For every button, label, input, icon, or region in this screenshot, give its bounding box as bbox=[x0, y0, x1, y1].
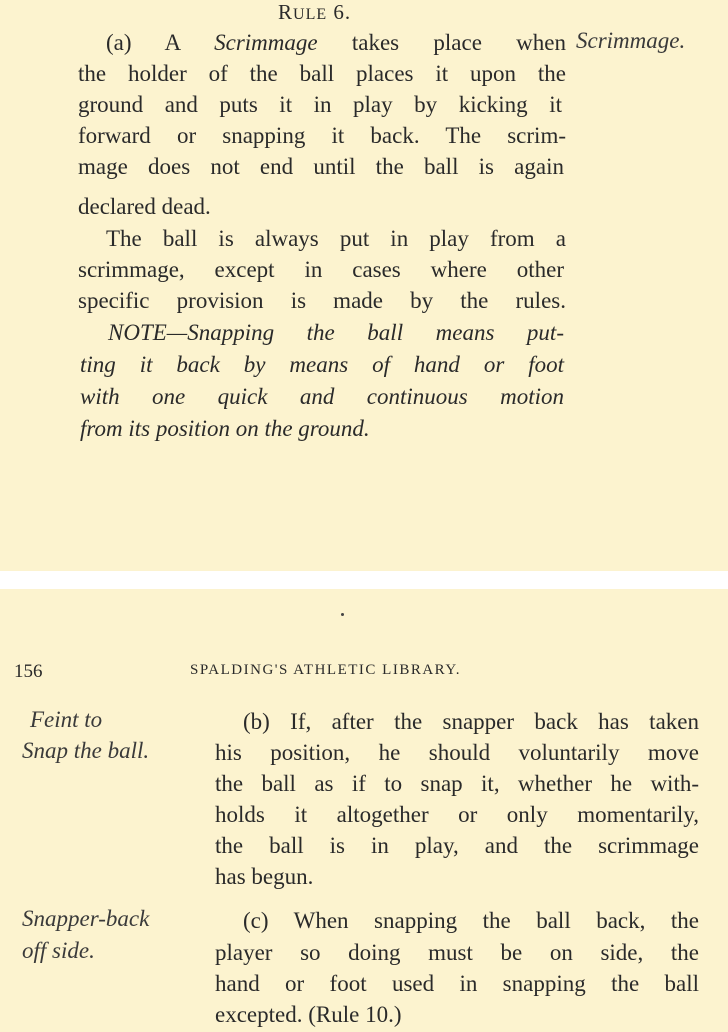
para-c-line-2: player so doing must be on side, the bbox=[215, 940, 699, 965]
rule-heading-smallcaps: ULE bbox=[293, 6, 328, 23]
page-number: 156 bbox=[14, 661, 43, 682]
rule-heading bbox=[278, 0, 351, 25]
margin-note-scrimmage: Scrimmage. bbox=[576, 28, 686, 53]
running-head: SPALDING'S ATHLETIC LIBRARY. bbox=[190, 662, 461, 678]
margin-note-snapper-2: off side. bbox=[22, 938, 95, 963]
para-a-line-1: (a) A Scrimmage takes place when bbox=[106, 30, 566, 55]
note-line-1: NOTE—Snapping the ball means put- bbox=[108, 320, 564, 345]
page-gap bbox=[0, 571, 728, 589]
para-2-line-2: scrimmage, except in cases where other bbox=[78, 257, 564, 282]
margin-note-snapper-1: Snapper-back bbox=[22, 906, 150, 931]
para-b-line-1: (b) If, after the snapper back has taken bbox=[243, 709, 699, 734]
para-a-line-5: mage does not end until the ball is again bbox=[78, 154, 564, 179]
para-a-line-6: declared dead. bbox=[78, 194, 211, 219]
book-page-bottom bbox=[0, 589, 728, 1032]
margin-note-feint-1: Feint to bbox=[30, 707, 103, 732]
para-c-line-1: (c) When snapping the ball back, the bbox=[243, 908, 699, 933]
para-b-line-3: the ball as if to snap it, whether he with- bbox=[215, 771, 699, 796]
margin-note-feint-2: Snap the ball. bbox=[22, 738, 150, 763]
para-2-line-3: specific provision is made by the rules. bbox=[78, 288, 566, 313]
rule-number: 6. bbox=[333, 0, 352, 24]
para-c-line-4: excepted. (Rule 10.) bbox=[215, 1002, 402, 1027]
para-a-line-3: ground and puts it in play by kicking it bbox=[78, 92, 562, 117]
note-line-3: with one quick and continuous motion bbox=[80, 384, 564, 409]
para-2-line-1: The ball is always put in play from a bbox=[106, 226, 566, 251]
note-line-2: ting it back by means of hand or foot bbox=[80, 352, 564, 377]
para-b-line-6: has begun. bbox=[215, 864, 314, 889]
para-b-line-5: the ball is in play, and the scrimmage bbox=[215, 833, 699, 858]
para-b-line-4: holds it altogether or only momentarily, bbox=[215, 802, 699, 827]
note-line-4: from its position on the ground. bbox=[80, 416, 370, 441]
para-b-line-2: his position, he should voluntarily move bbox=[215, 740, 699, 765]
para-a-line-4: forward or snapping it back. The scrim- bbox=[78, 123, 566, 148]
rule-heading-initial: R bbox=[278, 0, 294, 24]
term-scrimmage: Scrimmage bbox=[214, 30, 318, 55]
para-a-line-2: the holder of the ball places it upon the bbox=[78, 61, 566, 86]
speck-mark bbox=[341, 613, 344, 616]
para-c-line-3: hand or foot used in snapping the ball bbox=[215, 971, 699, 996]
